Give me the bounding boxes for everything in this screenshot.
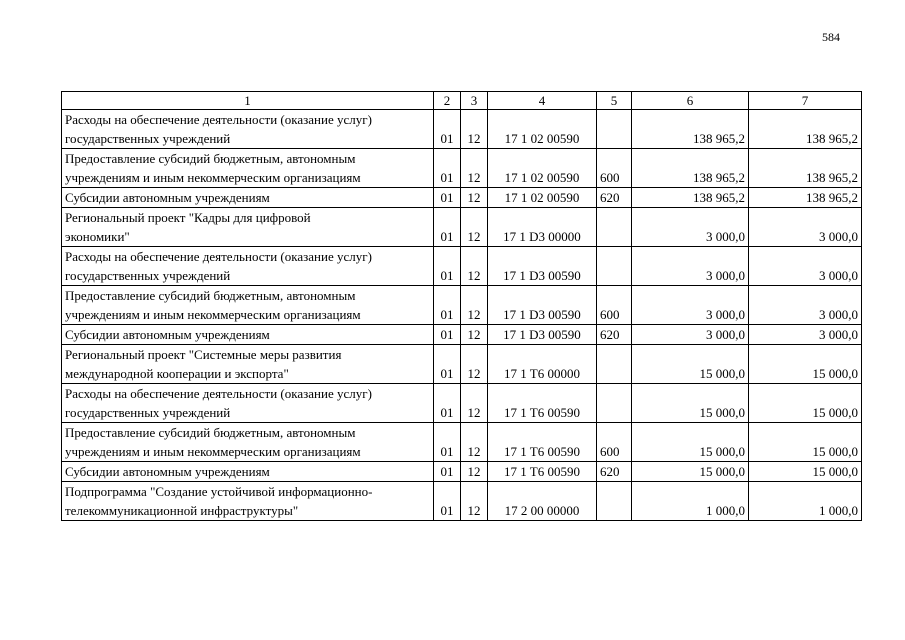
row-name-cell xyxy=(62,345,434,384)
row-name-line: международной кооперации и экспорта" xyxy=(65,366,289,381)
table-row xyxy=(62,482,862,521)
row-name-line: Субсидии автономным учреждениям xyxy=(65,464,270,479)
header-col-6: 6 xyxy=(632,92,749,110)
amount-col7-cell: 15 000,0 xyxy=(749,462,862,482)
header-col-5: 5 xyxy=(597,92,632,110)
row-name-cell xyxy=(62,208,434,247)
expense-type-cell xyxy=(597,384,632,423)
expense-type-cell: 620 xyxy=(597,462,632,482)
amount-col7-cell: 3 000,0 xyxy=(749,247,862,286)
amount-col6-cell: 138 965,2 xyxy=(632,110,749,149)
expense-type-cell xyxy=(597,208,632,247)
header-col-2: 2 xyxy=(434,92,461,110)
row-name-line: экономики" xyxy=(65,229,130,244)
subsection-code-cell: 12 xyxy=(461,325,488,345)
amount-col6-cell: 3 000,0 xyxy=(632,325,749,345)
row-name-line: учреждениям и иным некоммерческим организациям xyxy=(65,170,361,185)
row-name-line: Региональный проект "Кадры для цифровой xyxy=(65,210,311,225)
table-row xyxy=(62,345,862,384)
amount-col6-cell: 3 000,0 xyxy=(632,208,749,247)
row-name-line: Субсидии автономным учреждениям xyxy=(65,327,270,342)
row-name-line: учреждениям и иным некоммерческим организациям xyxy=(65,307,361,322)
row-name-line: государственных учреждений xyxy=(65,268,231,283)
target-article-cell: 17 1 T6 00590 xyxy=(488,423,597,462)
row-name-cell xyxy=(62,423,434,462)
row-name-cell xyxy=(62,149,434,188)
table-row xyxy=(62,462,862,482)
amount-col6-cell: 15 000,0 xyxy=(632,345,749,384)
target-article-cell: 17 1 02 00590 xyxy=(488,149,597,188)
subsection-code-cell: 12 xyxy=(461,423,488,462)
amount-col6-cell: 138 965,2 xyxy=(632,188,749,208)
expense-type-cell: 600 xyxy=(597,423,632,462)
row-name-line: Субсидии автономным учреждениям xyxy=(65,190,270,205)
section-code-cell: 01 xyxy=(434,462,461,482)
table-body xyxy=(62,110,862,521)
expense-type-cell: 620 xyxy=(597,325,632,345)
subsection-code-cell: 12 xyxy=(461,188,488,208)
amount-col6-cell: 3 000,0 xyxy=(632,286,749,325)
row-name-line: Предоставление субсидий бюджетным, автономным xyxy=(65,425,356,440)
header-row xyxy=(62,92,862,110)
table-row xyxy=(62,286,862,325)
section-code-cell: 01 xyxy=(434,149,461,188)
row-name-line: государственных учреждений xyxy=(65,131,231,146)
section-code-cell: 01 xyxy=(434,325,461,345)
table-header xyxy=(62,92,862,110)
target-article-cell: 17 1 D3 00000 xyxy=(488,208,597,247)
target-article-cell: 17 1 02 00590 xyxy=(488,110,597,149)
row-name-line: Предоставление субсидий бюджетным, автономным xyxy=(65,288,356,303)
amount-col6-cell: 15 000,0 xyxy=(632,462,749,482)
target-article-cell: 17 1 D3 00590 xyxy=(488,325,597,345)
section-code-cell: 01 xyxy=(434,384,461,423)
row-name-cell xyxy=(62,482,434,521)
amount-col6-cell: 138 965,2 xyxy=(632,149,749,188)
expense-type-cell xyxy=(597,110,632,149)
subsection-code-cell: 12 xyxy=(461,462,488,482)
amount-col6-cell: 15 000,0 xyxy=(632,384,749,423)
amount-col7-cell: 3 000,0 xyxy=(749,286,862,325)
row-name-cell xyxy=(62,188,434,208)
table-row xyxy=(62,247,862,286)
row-name-line: Предоставление субсидий бюджетным, автономным xyxy=(65,151,356,166)
section-code-cell: 01 xyxy=(434,286,461,325)
row-name-cell xyxy=(62,462,434,482)
row-name-line: Расходы на обеспечение деятельности (оказание услуг) xyxy=(65,112,372,127)
row-name-cell xyxy=(62,286,434,325)
amount-col7-cell: 1 000,0 xyxy=(749,482,862,521)
amount-col7-cell: 138 965,2 xyxy=(749,149,862,188)
table-row xyxy=(62,149,862,188)
amount-col6-cell: 15 000,0 xyxy=(632,423,749,462)
amount-col7-cell: 3 000,0 xyxy=(749,325,862,345)
section-code-cell: 01 xyxy=(434,110,461,149)
expense-type-cell: 600 xyxy=(597,149,632,188)
amount-col7-cell: 15 000,0 xyxy=(749,423,862,462)
row-name-cell xyxy=(62,325,434,345)
section-code-cell: 01 xyxy=(434,345,461,384)
subsection-code-cell: 12 xyxy=(461,384,488,423)
page-number: 584 xyxy=(822,30,840,44)
section-code-cell: 01 xyxy=(434,482,461,521)
row-name-cell xyxy=(62,247,434,286)
header-col-7: 7 xyxy=(749,92,862,110)
table-row xyxy=(62,208,862,247)
section-code-cell: 01 xyxy=(434,423,461,462)
subsection-code-cell: 12 xyxy=(461,208,488,247)
row-name-line: государственных учреждений xyxy=(65,405,231,420)
target-article-cell: 17 1 02 00590 xyxy=(488,188,597,208)
expense-type-cell xyxy=(597,345,632,384)
table-row xyxy=(62,110,862,149)
section-code-cell: 01 xyxy=(434,188,461,208)
section-code-cell: 01 xyxy=(434,208,461,247)
subsection-code-cell: 12 xyxy=(461,345,488,384)
header-col-1: 1 xyxy=(62,92,434,110)
row-name-cell xyxy=(62,110,434,149)
amount-col7-cell: 3 000,0 xyxy=(749,208,862,247)
target-article-cell: 17 1 T6 00590 xyxy=(488,384,597,423)
target-article-cell: 17 1 T6 00590 xyxy=(488,462,597,482)
expense-type-cell: 620 xyxy=(597,188,632,208)
target-article-cell: 17 1 D3 00590 xyxy=(488,247,597,286)
target-article-cell: 17 2 00 00000 xyxy=(488,482,597,521)
amount-col6-cell: 1 000,0 xyxy=(632,482,749,521)
row-name-line: Подпрограмма "Создание устойчивой информационно- xyxy=(65,484,373,499)
row-name-line: учреждениям и иным некоммерческим организациям xyxy=(65,444,361,459)
amount-col7-cell: 15 000,0 xyxy=(749,384,862,423)
amount-col6-cell: 3 000,0 xyxy=(632,247,749,286)
target-article-cell: 17 1 T6 00000 xyxy=(488,345,597,384)
target-article-cell: 17 1 D3 00590 xyxy=(488,286,597,325)
amount-col7-cell: 15 000,0 xyxy=(749,345,862,384)
subsection-code-cell: 12 xyxy=(461,482,488,521)
table-row xyxy=(62,188,862,208)
row-name-line: Расходы на обеспечение деятельности (оказание услуг) xyxy=(65,386,372,401)
expense-type-cell xyxy=(597,247,632,286)
row-name-line: телекоммуникационной инфраструктуры" xyxy=(65,503,299,518)
subsection-code-cell: 12 xyxy=(461,110,488,149)
expense-type-cell xyxy=(597,482,632,521)
section-code-cell: 01 xyxy=(434,247,461,286)
table-row xyxy=(62,325,862,345)
header-col-4: 4 xyxy=(488,92,597,110)
expense-type-cell: 600 xyxy=(597,286,632,325)
budget-table xyxy=(61,91,862,521)
subsection-code-cell: 12 xyxy=(461,149,488,188)
row-name-cell xyxy=(62,384,434,423)
table-row xyxy=(62,423,862,462)
subsection-code-cell: 12 xyxy=(461,247,488,286)
subsection-code-cell: 12 xyxy=(461,286,488,325)
amount-col7-cell: 138 965,2 xyxy=(749,188,862,208)
table-row xyxy=(62,384,862,423)
amount-col7-cell: 138 965,2 xyxy=(749,110,862,149)
row-name-line: Расходы на обеспечение деятельности (оказание услуг) xyxy=(65,249,372,264)
row-name-line: Региональный проект "Системные меры развития xyxy=(65,347,342,362)
header-col-3: 3 xyxy=(461,92,488,110)
